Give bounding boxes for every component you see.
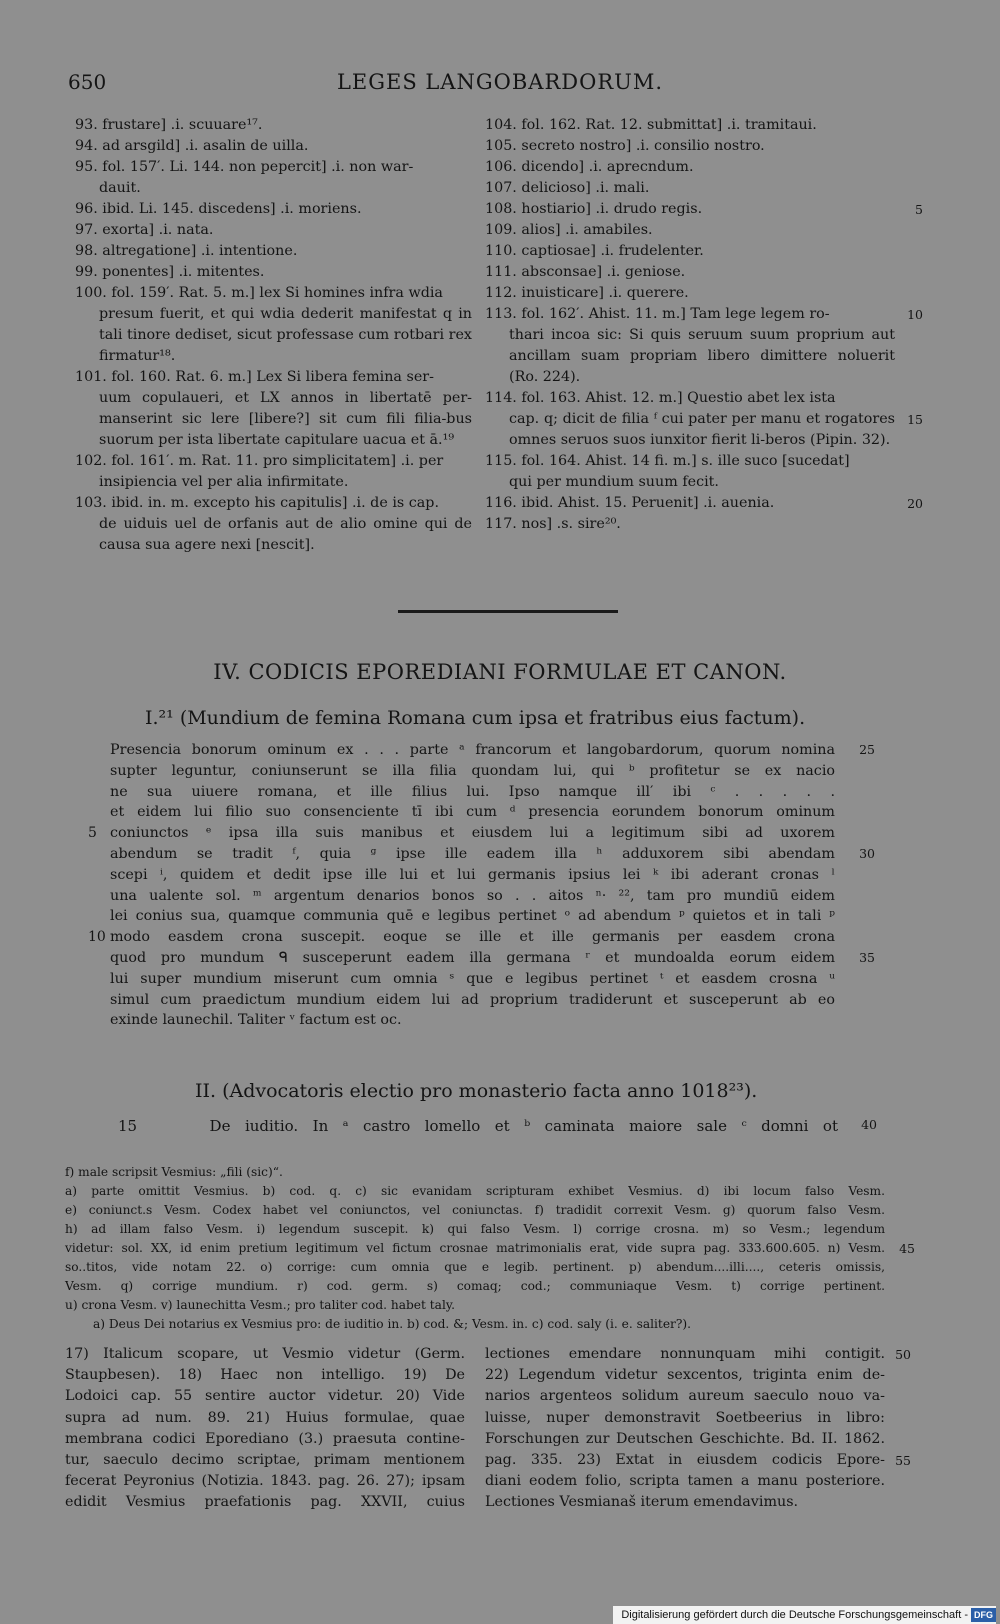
text-line [485,1408,885,1429]
line-text: h) ad illam falso Vesm. i) legendum suscepit. k) qui falso Vesm. l) corrige crosna. m) so Vesm.; legendum [65,1222,885,1236]
line-text: membrana codici Eporediano (3.) praesuta contine- [65,1430,465,1447]
margin-line-number: 45 [899,1241,915,1256]
entry-text: alios] .i. amabiles. [521,222,653,238]
line-text: et eidem lui filio suo consenciente tī ibi cum ᵈ presencia eorundem bonorum ominum [110,804,835,821]
gloss-entry [485,283,895,304]
entry-continuation: uum copulaueri, et LX annos in libertatē per-manserint sic lere [libere?] sit cum fili filia-bus suorum per ista libertate capitulare uacua et ā.¹⁹ [99,390,472,448]
glossary-left-column [75,115,472,556]
line-text: videtur: sol. XX, id enim pretium legitimum vel fictum crosnae matrimonialis erat, vide supra pag. 333.600.605. n) Vesm. [65,1241,885,1255]
text-line [485,1471,885,1492]
line-text: supra ad num. 89. 21) Huius formulae, quae [65,1409,465,1426]
gloss-entry [75,220,472,241]
line-text: lui super mundium miserunt cum omnia ˢ que e legibus pertinet ᵗ et easdem crosna ᵘ [110,970,835,987]
entry-text: secreto nostro] .i. consilio nostro. [521,138,765,154]
gloss-entry [485,115,895,136]
entry-text: fol. 162. Rat. 12. submittat] .i. tramitaui. [521,117,817,133]
text-line [65,1220,885,1239]
gloss-entry [75,157,472,199]
gloss-entry [75,136,472,157]
entry-continuation: insipiencia vel per alia infirmitate. [99,474,349,490]
gloss-entry [75,283,472,367]
entry-number: 106. [485,159,522,175]
line-text: exinde launechil. Taliter ᵛ factum est oc. [110,1012,402,1029]
entry-number: 107. [485,180,522,196]
margin-line-number: 50 [895,1347,911,1362]
line-text: quod pro mundum ᑫ susceperunt eadem illa germana ʳ et mundoalda eorum eidem [110,949,835,966]
glossary-right-column [485,115,923,535]
entry-text: absconsae] .i. geniose. [521,264,686,280]
text-line [65,1408,465,1429]
section-title: IV. CODICIS EPOREDIANI FORMULAE ET CANON. [213,660,787,684]
entry-number: 100. [75,285,112,301]
margin-line-number: 5 [915,202,923,217]
margin-line-number: 15 [907,412,923,427]
entry-number: 98. [75,243,103,259]
entry-number: 110. [485,243,522,259]
text-line [65,1471,465,1492]
footer-text: Digitalisierung gefördert durch die Deutsche Forschungsgemeinschaft - [621,1609,968,1621]
gloss-entry [75,262,472,283]
line-text: Lodoici cap. 55 sentire auctor videtur. 20) Vide [65,1388,465,1405]
footnotes-right [485,1344,911,1514]
text-line [65,1365,465,1386]
page-number: 650 [68,70,107,94]
entry-number: 112. [485,285,522,301]
gloss-entry [485,178,895,199]
text-line [485,1344,911,1365]
text-line [110,1010,835,1031]
entry-number: 102. [75,453,112,469]
text-line [65,1492,465,1513]
entry-text: hostiario] .i. drudo regis. [521,201,703,217]
entry-text: fol. 159′. Rat. 5. m.] lex Si homines infra wdia [111,285,443,301]
text-line [65,1450,465,1471]
entry-continuation: qui per mundium suum fecit. [509,474,719,490]
line-text: so..titos, vide notam 22. o) corrige: cum omnia que e legib. pertinent. p) abendum....illi...., ceteris omissis, [65,1260,885,1274]
entry-number: 113. [485,306,522,322]
line-number: 15 [118,1117,138,1135]
entry-continuation: presum fuerit, et qui wdia dederit manifestat q in tali tinore dediset, sicut professase cum rotbari rex firmatur¹⁸. [99,306,472,364]
entry-text: nos] .s. sire²⁰. [521,516,621,532]
entry-number: 97. [75,222,103,238]
text-line [485,1386,885,1407]
entry-number: 114. [485,390,522,406]
dfg-logo: DFG [971,1608,996,1622]
gloss-entry [485,514,895,535]
text-line [65,1201,885,1220]
text-line [110,865,835,886]
gloss-entry [485,262,895,283]
gloss-entry [75,241,472,262]
gloss-entry [485,451,895,493]
running-title: LEGES LANGOBARDORUM. [336,70,664,94]
line-text: e) coniunct.s Vesm. Codex habet vel coniunctos, vel coniunctas. f) tradidit correxit Vesm. g) quorum falso Vesm. [65,1203,885,1217]
gloss-entry [485,136,895,157]
gloss-entry [485,220,895,241]
line-text: Presencia bonorum ominum ex . . . parte ᵃ francorum et langobardorum, quorum nomina [110,742,835,758]
margin-line-number: 30 [859,845,875,861]
margin-line-number: 35 [859,949,875,965]
section-divider [398,610,618,613]
margin-line-number: 40 [861,1117,877,1132]
entry-text: dicendo] .i. aprecndum. [521,159,694,175]
entry-number: 104. [485,117,522,133]
text-line [485,1450,911,1471]
entry-continuation: de uiduis uel de orfanis aut de alio omine qui de causa sua agere nexi [nescit]. [99,516,472,553]
text-line [65,1429,465,1450]
text-line [88,823,835,844]
entry-number: 96. [75,201,103,217]
gloss-entry [75,199,472,220]
line-text: supter leguntur, coniunserunt se illa filia quondam lui, qui ᵇ profitetur se ex nacio [110,762,835,779]
entry-text: altregatione] .i. intentione. [102,243,298,259]
text-line [485,1365,885,1386]
text-line [65,1296,885,1315]
text-line [65,1182,885,1201]
line-text: narios argenteos solidum aureum saeculo nouo va- [485,1388,885,1405]
entry-number: 116. [485,495,522,511]
entry-number: 115. [485,453,522,469]
line-text: una ualente sol. ᵐ argentum denarios bonos so . . aitos ⁿ· ²², tam pro mundiū eidem [110,887,835,904]
margin-line-number: 55 [895,1453,911,1469]
formula-1-text [88,740,875,1031]
entry-number: 94. [75,138,103,154]
line-text: 22) Legendum videtur sexcentos, triginta enim de- [485,1367,885,1384]
text-line [110,969,835,990]
text-line [110,740,875,761]
line-text: simul cum praedictum mundium eidem lui ad proprium tradiderunt et susceperunt ab eo [110,991,835,1008]
line-text: f) male scripsit Vesmius: „fili (sic)“. [65,1165,283,1179]
text-line [485,1492,885,1513]
text-line [110,886,835,907]
entry-text: frustare] .i. scuuare¹⁷. [102,117,263,133]
line-text: Lectiones Vesmianaš iterum emendavimus. [485,1494,799,1511]
entry-number: 109. [485,222,522,238]
gloss-entry [485,388,923,451]
entry-continuation: cap. q; dicit de filia ᶠ cui pater per manu et rogatores omnes seruos suos iunxitor fierit li-beros (Pipin. 32). [509,411,895,448]
entry-number: 105. [485,138,522,154]
gloss-entry [75,451,472,493]
line-text: modo easdem crona suscepit. eoque se ille et ille germanis per easdem crona [110,929,835,946]
text-line [65,1239,915,1258]
margin-line-number: 25 [859,742,875,757]
entry-number: 101. [75,369,112,385]
text-line [110,761,835,782]
entry-text: fol. 164. Ahist. 14 fi. m.] s. ille suco [sucedat] [521,453,850,469]
text-line [110,844,875,865]
text-line [65,1315,885,1334]
entry-text: fol. 160. Rat. 6. m.] Lex Si libera femina ser- [111,369,434,385]
entry-number: 95. [75,159,103,175]
formula-1-title: I.²¹ (Mundium de femina Romana cum ipsa et fratribus eius factum). [145,707,806,729]
entry-continuation: dauit. [99,180,141,196]
entry-text: fol. 157′. Li. 144. non pepercit] .i. non war- [102,159,414,175]
gloss-entry [75,115,472,136]
formula-2-text: De iuditio. In ᵃ castro lomello et ᵇ caminata maiore sale ᶜ domni ot [209,1117,838,1135]
gloss-entry [485,157,895,178]
entry-text: exorta] .i. nata. [102,222,214,238]
entry-number: 108. [485,201,522,217]
line-text: 17) Italicum scopare, ut Vesmio videtur (Germ. [65,1346,465,1362]
entry-continuation: thari incoa sic: Si quis seruum suum proprium aut ancillam suam propriam libero dimittere noluerit (Ro. 224). [509,327,895,385]
line-text: tur, saeculo decimo scriptae, primam mentionem [65,1452,465,1469]
entry-text: ibid. Ahist. 15. Peruenit] .i. auenia. [521,495,775,511]
line-text: edidit Vesmius praefationis pag. XXVII, cuius [65,1494,465,1511]
entry-number: 117. [485,516,522,532]
entry-number: 99. [75,264,103,280]
line-text: Vesm. q) corrige mundium. r) cod. germ. s) comaq; cod.; communiaque Vesm. t) corrige pertinent. [65,1279,885,1293]
gloss-entry [485,241,895,262]
line-text: Staupbesen). 18) Haec non intelligo. 19) De [65,1367,465,1384]
text-line [110,948,875,969]
margin-line-number: 20 [907,496,923,511]
line-text: lectiones emendare nonnunquam mihi contigit. [485,1346,885,1362]
entry-text: ibid. in. m. excepto his capitulis] .i. de is cap. [111,495,440,511]
page-header [68,70,932,100]
entry-text: fol. 163. Ahist. 12. m.] Questio abet lex ista [521,390,836,406]
entry-text: ponentes] .i. mitentes. [102,264,265,280]
line-text: abendum se tradit ᶠ, quia ᵍ ipse ille eadem illa ʰ adduxorem sibi abendam [110,845,835,862]
entry-number: 103. [75,495,112,511]
line-text: ne sua uiuere romana, et ille filius lui. Ipso namque ill′ ibi ᶜ . . . . . [110,783,835,800]
text-line [65,1258,885,1277]
entry-text: delicioso] .i. mali. [521,180,650,196]
line-text: a) parte omittit Vesmius. b) cod. q. c) sic evanidam scripturam exhibet Vesmius. d) ibi locum falso Vesm. [65,1184,885,1198]
entry-text: captiosae] .i. frudelenter. [521,243,704,259]
text-line [110,802,835,823]
gloss-entry [485,199,923,220]
text-line [65,1386,465,1407]
text-line [65,1344,465,1365]
line-text: diani eodem folio, scripta tamen a manu posteriore. [485,1473,885,1490]
line-number: 5 [88,825,97,842]
entry-number: 111. [485,264,522,280]
line-text: lei conius sua, quamque communia quē e legibus pertinet ᵒ ad abendum ᵖ quietos et in tali ᵖ [110,908,835,925]
text-line [65,1277,885,1296]
text-line [65,1163,885,1182]
text-line [485,1429,885,1450]
text-line [110,990,835,1011]
footnotes-left [65,1344,465,1514]
margin-line-number: 10 [907,307,923,322]
gloss-entry [75,493,472,556]
formula-2-first-line [118,1117,877,1135]
formula-2-title: II. (Advocatoris electio pro monasterio facta anno 1018²³). [195,1080,758,1102]
line-text: scepi ⁱ, quidem et dedit ipse ille lui et lui germanis ipsius lei ᵏ ibi aderant cronas ˡ [110,866,835,883]
gloss-entry [75,367,472,451]
entry-text: ibid. Li. 145. discedens] .i. moriens. [102,201,362,217]
text-line [110,782,835,803]
gloss-entry [485,304,923,388]
line-text: u) crona Vesm. v) launechitta Vesm.; pro taliter cod. habet taly. [65,1298,455,1312]
text-line [110,906,835,927]
entry-text: ad arsgild] .i. asalin de uilla. [102,138,309,154]
gloss-entry [485,493,923,514]
line-text: luisse, nuper demonstravit Soetbeerius in libro: [485,1409,885,1426]
entry-number: 93. [75,117,103,133]
entry-text: fol. 162′. Ahist. 11. m.] Tam lege legem ro- [521,306,830,322]
line-text: coniunctos ᵉ ipsa illa suis manibus et eiusdem lui a legitimum sibi ad uxorem [110,825,835,842]
line-text: pag. 335. 23) Extat in eiusdem codicis Epore- [485,1452,885,1469]
line-text: a) Deus Dei notarius ex Vesmius pro: de iuditio in. b) cod. &; Vesm. in. c) cod. saly (i. e. saliter?). [93,1317,692,1331]
entry-text: fol. 161′. m. Rat. 11. pro simplicitatem] .i. per [111,453,444,469]
line-number: 10 [88,929,106,946]
line-text: Forschungen zur Deutschen Geschichte. Bd. II. 1862. [485,1430,885,1447]
entry-text: inuisticare] .i. querere. [521,285,689,301]
text-line [88,927,835,948]
digitization-footer [613,1606,996,1624]
line-text: fecerat Peyronius (Notizia. 1843. pag. 26. 27); ipsam [65,1473,465,1490]
critical-apparatus [65,1163,915,1334]
